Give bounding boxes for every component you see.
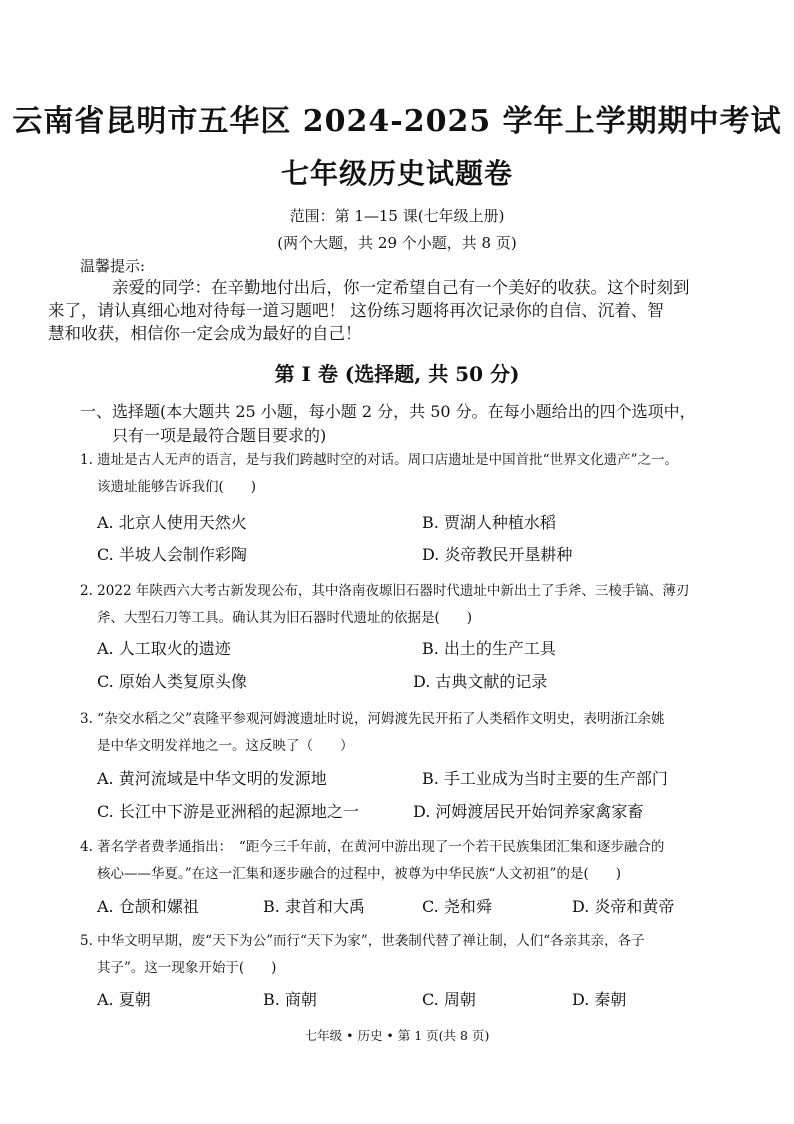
section-heading: 一、选择题(本大题共 25 小题，每小题 2 分，共 50 分。在每小题给出的四个选项中， [80, 402, 696, 421]
option-d[interactable]: D. 秦朝 [572, 990, 627, 1009]
option-a[interactable]: A. 人工取火的遗迹 [97, 639, 231, 658]
exam-counts: (两个大题，共 29 个小题，共 8 页) [277, 234, 517, 252]
option-c[interactable]: C. 长江中下游是亚洲稻的起源地之一 [97, 802, 359, 821]
option-b[interactable]: B. 商朝 [263, 990, 317, 1009]
question-1 [80, 447, 720, 501]
option-d[interactable]: D. 炎帝教民开垦耕种 [422, 545, 573, 564]
question-stem: 3. “杂交水稻之父”袁隆平参观河姆渡遗址时说，河姆渡先民开拓了人类稻作文明史，表明浙江余姚 [80, 711, 665, 727]
question-stem-cont: 斧、大型石刀等工具。确认其为旧石器时代遗址的依据是( ) [97, 610, 473, 626]
question-stem: 4. 著名学者费孝通指出： “距今三千年前，在黄河中游出现了一个若干民族集团汇集和逐步融合的 [80, 839, 665, 855]
question-stem-cont: 其子”。这一现象开始于( ) [97, 960, 277, 976]
option-c[interactable]: C. 原始人类复原头像 [97, 672, 247, 691]
tips-line: 来了，请认真细心地对待每一道习题吧！ 这份练习题将再次记录你的自信、沉着、智 [48, 301, 664, 320]
question-3 [80, 706, 720, 760]
exam-subtitle: 七年级历史试题卷 [280, 157, 513, 190]
tips-text [48, 276, 720, 345]
page-footer: 七年级 • 历史 • 第 1 页(共 8 页) [304, 1028, 490, 1043]
question-4 [80, 834, 720, 888]
option-d[interactable]: D. 古典文献的记录 [413, 672, 548, 691]
option-b[interactable]: B. 出土的生产工具 [422, 639, 556, 658]
option-b[interactable]: B. 手工业成为当时主要的生产部门 [422, 769, 668, 788]
option-d[interactable]: D. 炎帝和黄帝 [572, 897, 675, 916]
question-stem-cont: 核心——华夏。”在这一汇集和逐步融合的过程中，被尊为中华民族“人文初祖”的是( ) [97, 866, 621, 882]
question-stem-cont: 该遗址能够告诉我们( ) [97, 479, 257, 495]
option-c[interactable]: C. 尧和舜 [422, 897, 492, 916]
part1-title: 第 I 卷 (选择题, 共 50 分) [274, 362, 520, 386]
question-5 [80, 928, 720, 982]
tips-line: 慧和收获，相信你一定会成为最好的自己！ [48, 324, 362, 343]
exam-scope: 范围：第 1—15 课(七年级上册) [289, 207, 505, 225]
question-stem-cont: 是中华文明发祥地之一。这反映了（ ） [97, 738, 354, 754]
option-b[interactable]: B. 贾湖人种植水稻 [422, 513, 556, 532]
option-c[interactable]: C. 周朝 [422, 990, 476, 1009]
tips-label: 温馨提示: [80, 257, 146, 275]
option-d[interactable]: D. 河姆渡居民开始饲养家禽家畜 [413, 802, 644, 821]
option-a[interactable]: A. 北京人使用天然火 [97, 513, 247, 532]
option-c[interactable]: C. 半坡人会制作彩陶 [97, 545, 247, 564]
option-a[interactable]: A. 仓颉和嫘祖 [97, 897, 199, 916]
question-stem: 2. 2022 年陕西六大考古新发现公布，其中洛南夜塬旧石器时代遗址中新出土了手斧、三棱手镐、薄刃 [80, 583, 690, 599]
question-2 [80, 578, 720, 632]
option-a[interactable]: A. 黄河流域是中华文明的发源地 [97, 769, 327, 788]
exam-title: 云南省昆明市五华区 2024-2025 学年上学期期中考试 [12, 104, 782, 139]
question-stem: 5. 中华文明早期，废“天下为公”而行“天下为家”，世袭制代替了禅让制，人们“各亲其亲，各子 [80, 933, 645, 949]
tips-line: 亲爱的同学：在辛勤地付出后，你一定希望自己有一个美好的收获。这个时刻到 [112, 278, 690, 297]
option-b[interactable]: B. 隶首和大禹 [263, 897, 365, 916]
question-stem: 1. 遗址是古人无声的语言，是与我们跨越时空的对话。周口店遗址是中国首批“世界文化遗产”之一。 [80, 452, 678, 468]
section-heading-cont: 只有一项是最符合题目要求的) [112, 426, 327, 445]
option-a[interactable]: A. 夏朝 [97, 990, 151, 1009]
